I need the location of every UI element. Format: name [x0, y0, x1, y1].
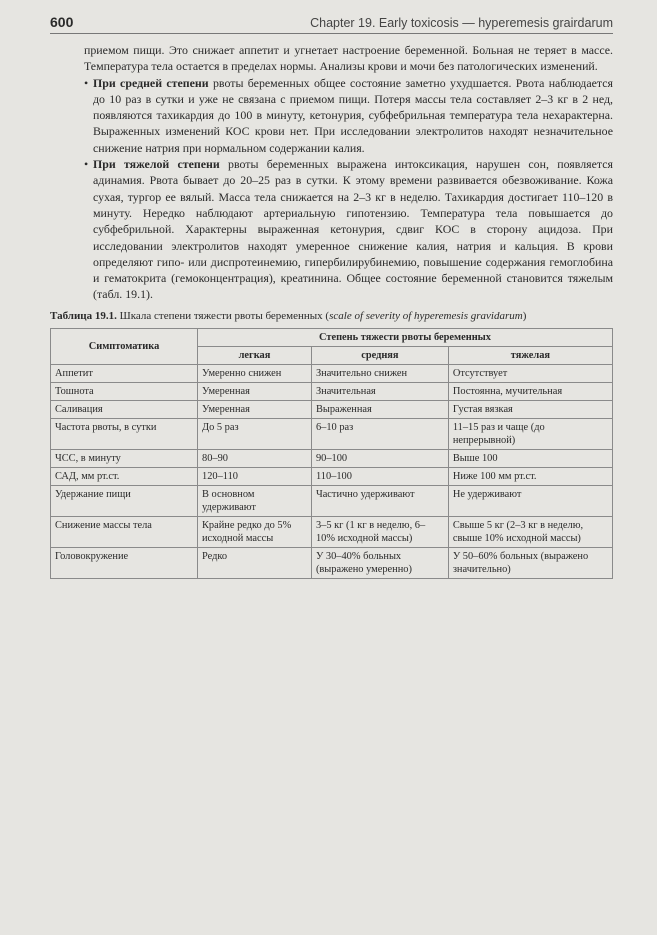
cell-mild: До 5 раз: [198, 418, 312, 449]
cell-symptom: Снижение массы тела: [51, 516, 198, 547]
cell-severe: 11–15 раз и чаще (до непрерывной): [448, 418, 612, 449]
page-number: 600: [50, 14, 74, 30]
cell-mild: Умеренно снижен: [198, 364, 312, 382]
cell-moderate: 3–5 кг (1 кг в неделю, 6–10% исходной массы): [311, 516, 448, 547]
severe-degree-lead: При тяжелой степени: [93, 157, 220, 172]
page-header: [50, 14, 613, 34]
severity-table: [50, 328, 613, 579]
table-row: [51, 418, 613, 449]
header-mild: легкая: [198, 346, 312, 364]
cell-moderate: 6–10 раз: [311, 418, 448, 449]
cell-severe: Ниже 100 мм рт.ст.: [448, 467, 612, 485]
table-row: [51, 400, 613, 418]
cell-symptom: Саливация: [51, 400, 198, 418]
table-row: [51, 467, 613, 485]
severe-degree-text: рвоты беременных выражена интоксикация, нарушен сон, появляется адинамия. Рвота бывает до 20–25 раз в сутки. К этому времени развивается обезвоживание. Кожа сухая, тургор ее вялый. Масса тела снижается на 2–3 кг в неделю. Тахикардия достигает 110–120 в минуту. Нередко наблюдают артериальную гипотензию. Температура тела повышается до субфебрильной. Характерны выраженная кетонурия, сдвиг КОС в сторону ацидоза. При исследовании электролитов находят умеренное снижение калия, натрия и кальция. В крови определяют гипо- или диспротеинемию, гипербилирубинемию, повышение содержания гемоглобина и гематокрита (гемоконцентрация), креатинина. Общее состояние беременной становится тяжелым (табл. 19.1).: [93, 157, 613, 302]
intro-paragraph: приемом пищи. Это снижает аппетит и угнетает настроение беременной. Больная не теряет в массе. Температура тела остается в пределах нормы. Анализы крови и мочи без патологических изменений.: [84, 43, 613, 74]
cell-symptom: Головокружение: [51, 547, 198, 578]
cell-moderate: Значительная: [311, 382, 448, 400]
table-caption-italic: scale of severity of hyperemesis gravidarum: [329, 309, 523, 322]
cell-moderate: Выраженная: [311, 400, 448, 418]
cell-symptom: САД, мм рт.ст.: [51, 467, 198, 485]
header-severe: тяжелая: [448, 346, 612, 364]
cell-symptom: Удержание пищи: [51, 485, 198, 516]
table-header-row: [51, 328, 613, 346]
table-caption-close: ): [522, 309, 527, 322]
cell-mild: Умеренная: [198, 382, 312, 400]
cell-severe: Густая вязкая: [448, 400, 612, 418]
cell-severe: Постоянна, мучительная: [448, 382, 612, 400]
table-row: [51, 516, 613, 547]
cell-severe: У 50–60% больных (выражено значительно): [448, 547, 612, 578]
cell-moderate: Частично удерживают: [311, 485, 448, 516]
cell-moderate: У 30–40% больных (выражено умеренно): [311, 547, 448, 578]
severe-degree-paragraph: [84, 156, 613, 303]
cell-mild: Крайне редко до 5% исходной массы: [198, 516, 312, 547]
cell-severe: Отсутствует: [448, 364, 612, 382]
table-row: [51, 547, 613, 578]
table-row: [51, 485, 613, 516]
header-moderate: средняя: [311, 346, 448, 364]
header-symptoms: Симптоматика: [51, 328, 198, 364]
table-caption-label: Таблица 19.1.: [50, 309, 117, 322]
moderate-degree-lead: При средней степени: [93, 75, 209, 90]
cell-symptom: ЧСС, в минуту: [51, 449, 198, 467]
table-caption: [50, 309, 613, 323]
table-caption-text: Шкала степени тяжести рвоты беременных (: [116, 309, 330, 322]
cell-symptom: Аппетит: [51, 364, 198, 382]
table-row: [51, 449, 613, 467]
cell-moderate: Значительно снижен: [311, 364, 448, 382]
body-text: [84, 42, 613, 303]
cell-symptom: Тошнота: [51, 382, 198, 400]
cell-mild: 80–90: [198, 449, 312, 467]
cell-moderate: 110–100: [311, 467, 448, 485]
cell-mild: 120–110: [198, 467, 312, 485]
cell-mild: Умеренная: [198, 400, 312, 418]
running-head: Chapter 19. Early toxicosis — hyperemesis grairdarum: [310, 16, 613, 30]
cell-symptom: Частота рвоты, в сутки: [51, 418, 198, 449]
moderate-degree-paragraph: [84, 75, 613, 156]
moderate-degree-text: рвоты беременных общее состояние заметно ухудшается. Рвота наблюдается до 10 раз в сутки и уже не связана с приемом пищи. Потеря массы тела составляет 2–3 кг в 2 нед, появляются тахикардия до 100 в минуту, кетонурия, субфебрильная температура тела нехарактерна. Выраженных изменений КОС крови нет. При исследовании электролитов находят незначительное снижение натрия при нормальном содержании калия.: [93, 75, 613, 155]
cell-mild: Редко: [198, 547, 312, 578]
cell-mild: В основном удерживают: [198, 485, 312, 516]
table-row: [51, 382, 613, 400]
header-severity-group: Степень тяжести рвоты беременных: [198, 328, 613, 346]
cell-severe: Свыше 5 кг (2–3 кг в неделю, свыше 10% исходной массы): [448, 516, 612, 547]
cell-moderate: 90–100: [311, 449, 448, 467]
cell-severe: Выше 100: [448, 449, 612, 467]
cell-severe: Не удерживают: [448, 485, 612, 516]
table-row: [51, 364, 613, 382]
